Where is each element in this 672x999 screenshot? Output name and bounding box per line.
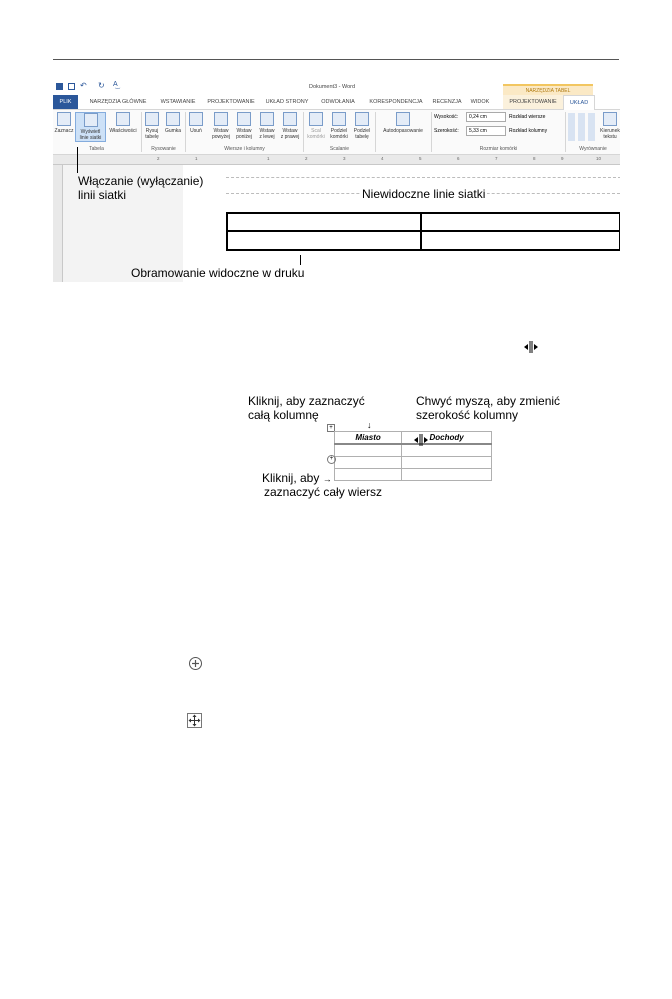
insert-row-plus-icon[interactable]: + xyxy=(327,455,336,464)
resize-column-cursor-icon xyxy=(524,341,538,353)
merge-cells-icon xyxy=(309,112,323,126)
table-tools-context-header: NARZĘDZIA TABEL xyxy=(503,84,593,96)
gridlines-icon xyxy=(84,113,98,127)
select-cursor-icon xyxy=(57,112,71,126)
split-table-icon xyxy=(355,112,369,126)
height-label: Wysokość: xyxy=(434,114,459,120)
ruler-tick: 7 xyxy=(495,156,498,161)
move-table-handle-icon xyxy=(187,713,202,728)
insert-row-plus-icon xyxy=(188,656,203,671)
select-row-callout-2: zaznaczyć cały wiersz xyxy=(264,485,383,499)
ruler-tick: 6 xyxy=(457,156,460,161)
ruler-tick: 8 xyxy=(533,156,536,161)
ruler-tick: 2 xyxy=(305,156,308,161)
group-label-rows-columns: Wiersze i kolumny xyxy=(224,146,265,152)
table-cell[interactable] xyxy=(335,469,402,481)
ruler-tick: 4 xyxy=(381,156,384,161)
tab-references[interactable]: ODWOŁANIA xyxy=(321,99,355,105)
width-input[interactable]: 5,33 cm xyxy=(466,126,506,136)
delete-button[interactable]: Usuń xyxy=(187,112,205,134)
autofit-icon xyxy=(396,112,410,126)
insert-above-icon xyxy=(214,112,228,126)
ribbon-tabs xyxy=(53,95,620,110)
callout-line xyxy=(300,255,301,265)
vertical-ruler xyxy=(53,165,63,282)
eraser-icon xyxy=(166,112,180,126)
ruler-tick: 2 xyxy=(157,156,160,161)
ruler-tick: 1 xyxy=(267,156,270,161)
text-direction-button[interactable]: Kierunek tekstu xyxy=(599,112,620,140)
insert-left-icon xyxy=(260,112,274,126)
table-cell[interactable] xyxy=(335,444,402,457)
ruler-tick: 10 xyxy=(596,156,602,161)
tab-plik[interactable]: PLIK xyxy=(53,95,78,109)
width-label: Szerokość: xyxy=(434,128,459,134)
insert-right-button[interactable]: Wstaw z prawej xyxy=(279,112,301,140)
table-cell[interactable] xyxy=(335,457,402,469)
table-row-border xyxy=(226,230,619,232)
height-input[interactable]: 0,24 cm xyxy=(466,112,506,122)
move-table-handle-icon[interactable]: + xyxy=(327,424,335,432)
header-cell-miasto[interactable]: Miasto xyxy=(335,432,402,445)
group-label-draw: Rysowanie xyxy=(151,146,176,152)
ruler-tick: 1 xyxy=(195,156,198,161)
group-label-merge: Scalanie xyxy=(329,146,350,152)
print-borders-annotation: Obramowanie widoczne w druku xyxy=(131,266,305,280)
insert-below-icon xyxy=(237,112,251,126)
tab-review[interactable]: RECENZJA xyxy=(432,99,462,105)
tab-table-design[interactable]: PROJEKTOWANIE xyxy=(503,95,563,109)
right-arrow-icon: → xyxy=(322,474,332,484)
split-cells-button[interactable]: Podziel komórki xyxy=(328,112,350,140)
redo-icon[interactable]: ↻ xyxy=(98,81,105,90)
ribbon-layout-panel xyxy=(53,110,620,155)
tab-design[interactable]: PROJEKTOWANIE xyxy=(207,99,255,105)
text-direction-icon xyxy=(603,112,617,126)
group-label-alignment: Wyrównanie xyxy=(579,146,607,152)
table-cell[interactable] xyxy=(402,457,492,469)
tab-table-layout[interactable]: UKŁAD xyxy=(563,95,595,110)
tab-home[interactable]: NARZĘDZIA GŁÓWNE xyxy=(89,99,147,105)
insert-right-icon xyxy=(283,112,297,126)
tab-insert[interactable]: WSTAWIANIE xyxy=(160,99,196,105)
pencil-icon xyxy=(145,112,159,126)
ruler-tick: 5 xyxy=(419,156,422,161)
word-logo-icon xyxy=(56,83,63,90)
eraser-button[interactable]: Gumka xyxy=(162,112,184,134)
insert-above-button[interactable]: Wstaw powyżej xyxy=(210,112,232,140)
group-label-table: Tabela xyxy=(89,146,104,152)
alignment-grid-icon[interactable] xyxy=(568,113,598,141)
tab-page-layout[interactable]: UKŁAD STRONY xyxy=(265,99,309,105)
callout-line xyxy=(77,147,78,173)
word-ribbon-screenshot xyxy=(53,80,620,282)
select-column-callout: Kliknij, aby zaznaczyć całą kolumnę xyxy=(248,394,365,422)
select-row-callout-1: Kliknij, aby → xyxy=(262,471,332,485)
resize-column-cursor-icon xyxy=(414,434,428,446)
view-gridlines-button[interactable]: Wyświetl linie siatki xyxy=(75,112,106,142)
table-cell[interactable] xyxy=(402,469,492,481)
merge-cells-button[interactable]: Scal komórki xyxy=(305,112,327,140)
invisible-gridlines-label: Niewidoczne linie siatki xyxy=(362,187,486,201)
ruler-tick: 9 xyxy=(561,156,564,161)
split-table-button[interactable]: Podziel tabelę xyxy=(351,112,373,140)
resize-column-callout: Chwyć myszą, aby zmienić szerokość kolumny xyxy=(416,394,561,422)
undo-icon[interactable]: ↶ xyxy=(80,81,87,90)
insert-left-button[interactable]: Wstaw z lewej xyxy=(256,112,278,140)
distribute-columns-button[interactable]: Rozkład kolumny xyxy=(509,128,548,134)
distribute-rows-button[interactable]: Rozkład wiersze xyxy=(509,114,546,120)
header-cell-dochody[interactable]: Dochody xyxy=(402,432,492,445)
page-header-rule xyxy=(53,59,619,60)
ruler-tick: 3 xyxy=(343,156,346,161)
down-arrow-icon: ↓ xyxy=(367,420,372,430)
gridlines-toggle-annotation: Włączanie (wyłączanie) linii siatki xyxy=(78,174,204,202)
table-column-border xyxy=(420,212,422,249)
tab-mailings[interactable]: KORESPONDENCJA xyxy=(369,99,423,105)
properties-icon xyxy=(116,112,130,126)
split-cells-icon xyxy=(332,112,346,126)
delete-table-icon xyxy=(189,112,203,126)
autofit-button[interactable]: Autodopasowanie xyxy=(377,112,429,134)
sample-table xyxy=(334,431,492,486)
save-icon[interactable] xyxy=(68,83,75,90)
select-button[interactable]: Zaznacz xyxy=(54,112,74,134)
insert-below-button[interactable]: Wstaw poniżej xyxy=(233,112,255,140)
group-label-cell-size: Rozmiar komórki xyxy=(479,146,518,152)
properties-button[interactable]: Właściwości xyxy=(106,112,140,134)
horizontal-ruler xyxy=(53,155,620,165)
draw-table-button[interactable]: Rysuj tabelę xyxy=(143,112,161,140)
window-title: Dokument3 - Word xyxy=(309,84,356,90)
spelling-icon[interactable]: A͜ xyxy=(113,81,118,88)
tab-view[interactable]: WIDOK xyxy=(470,99,490,105)
